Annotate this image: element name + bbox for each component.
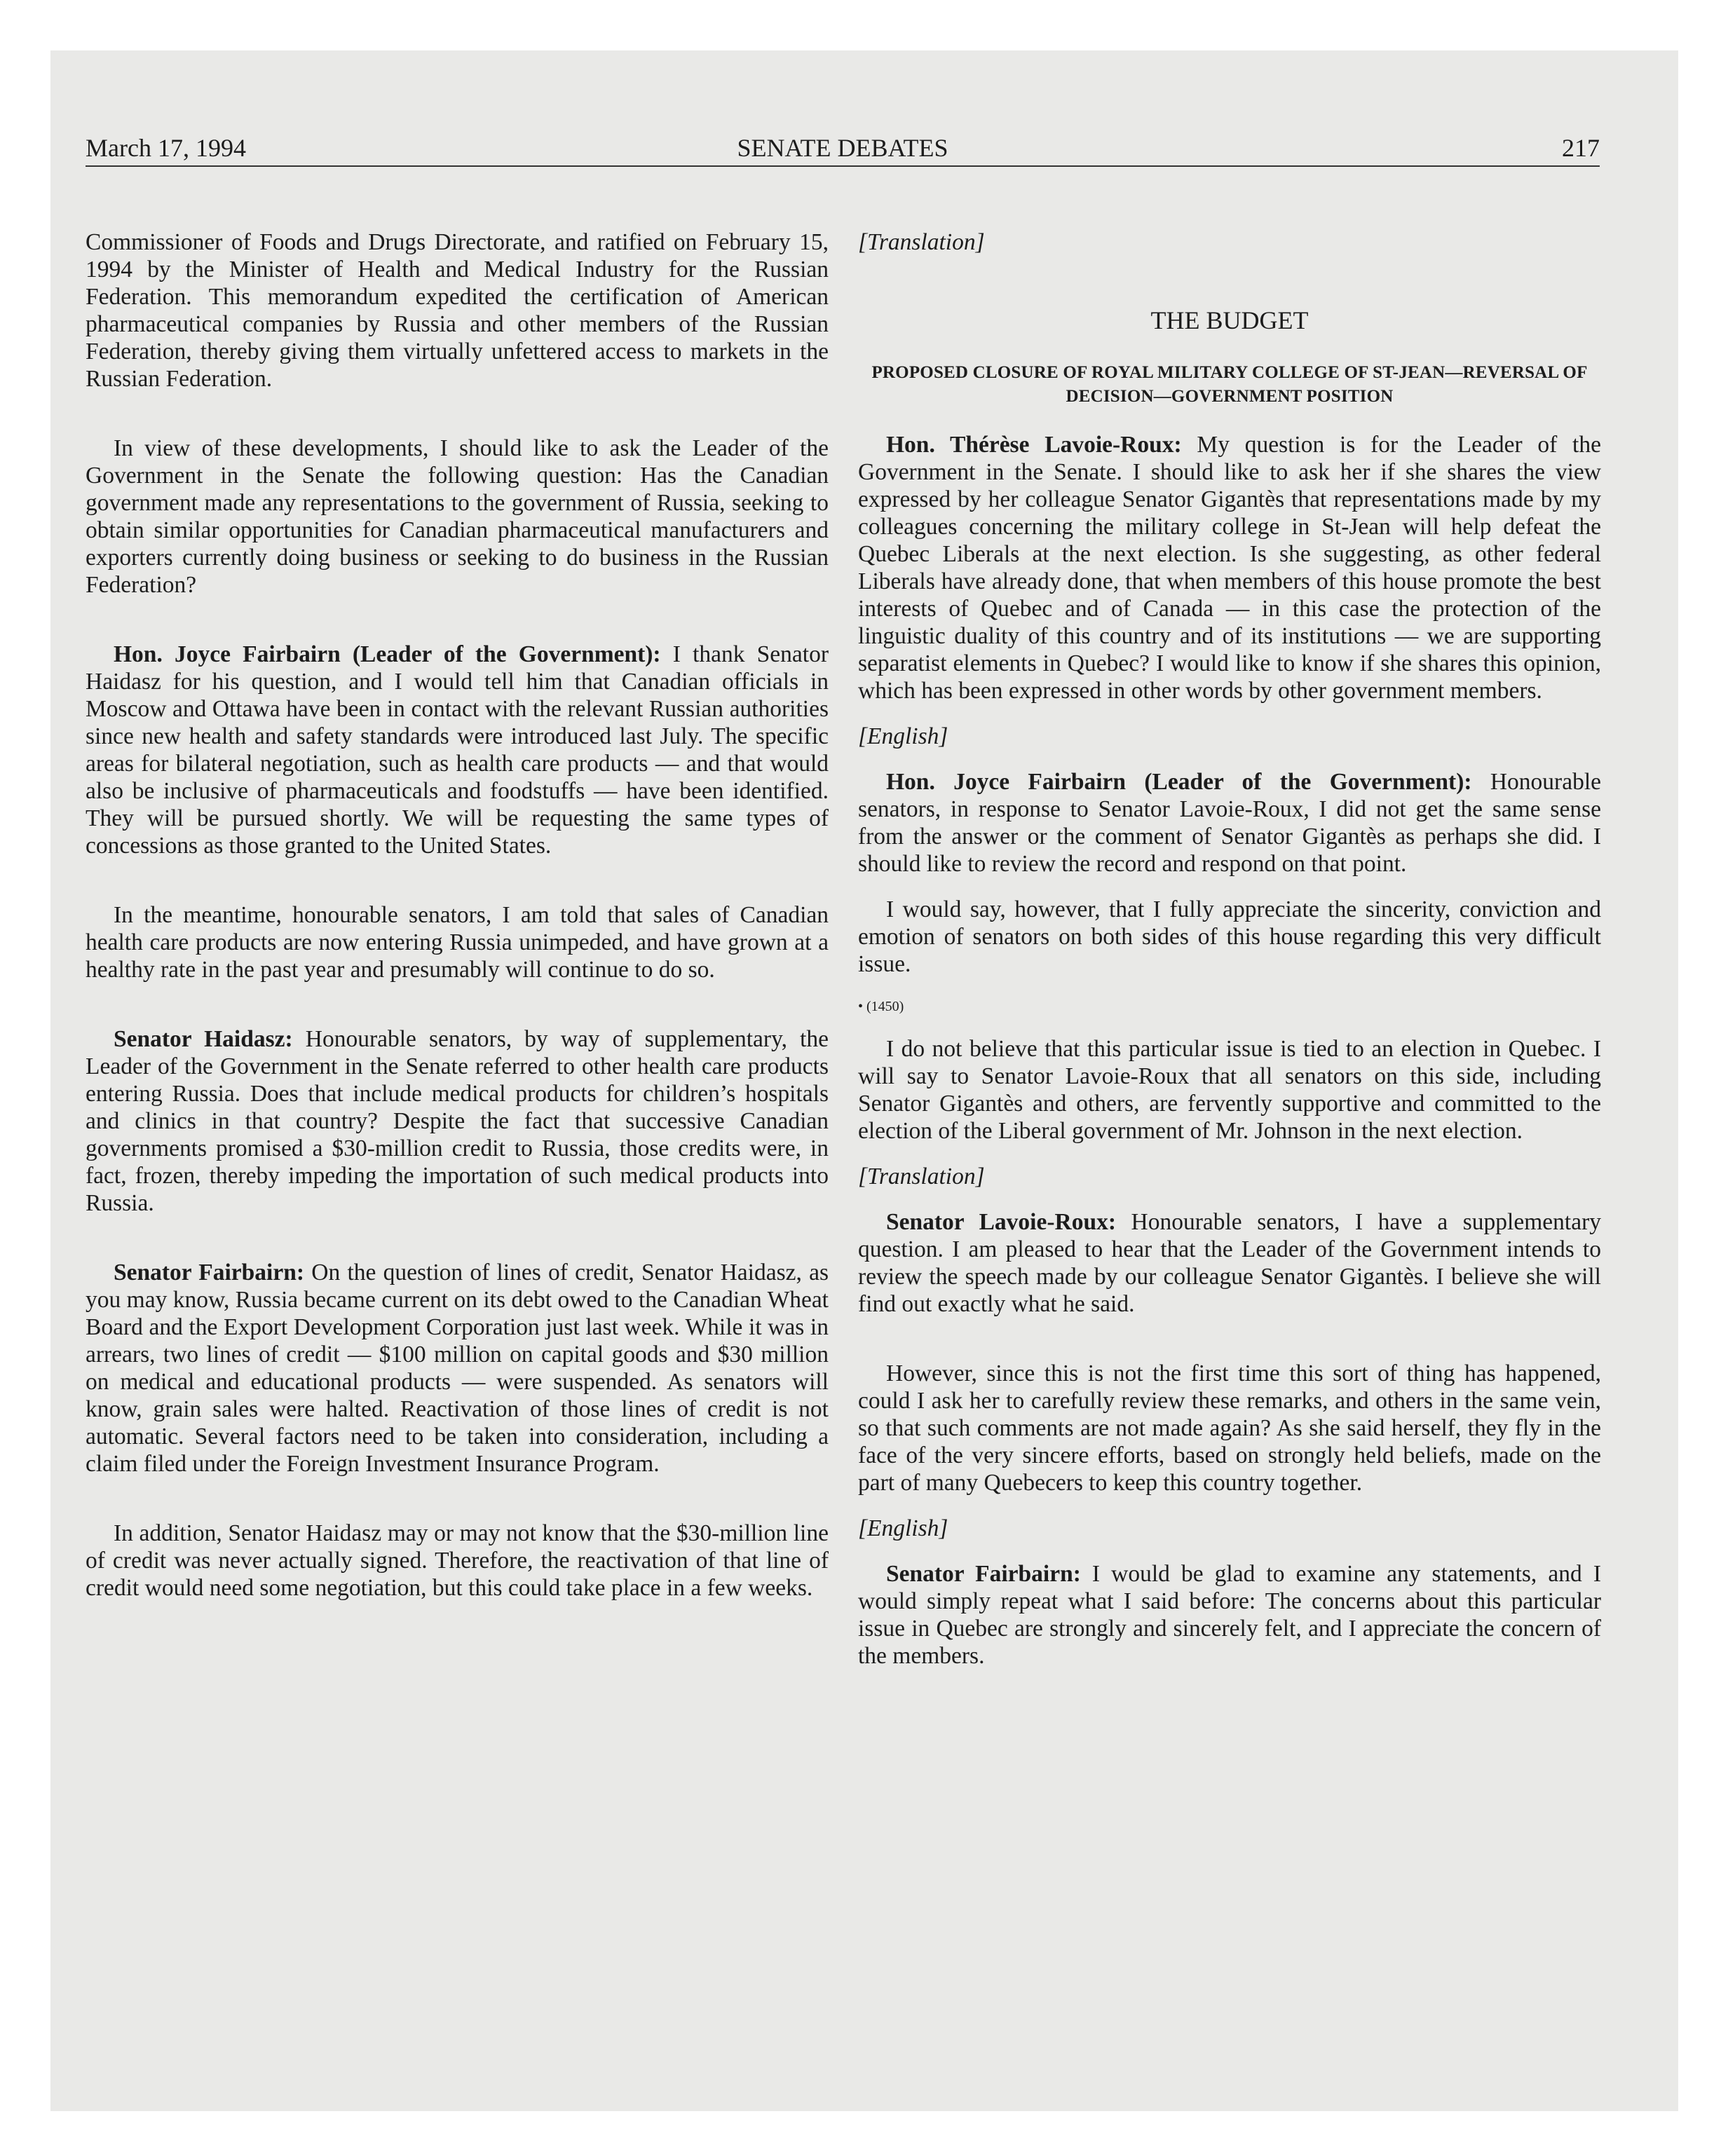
running-header: [86, 130, 1600, 165]
page-number: 217: [1562, 134, 1600, 162]
paragraph: However, since this is not the first time this sort of thing has happened, could I ask her to carefully review these remarks, and others in the same vein, so that such comments are not made again? As she said herself, they fly in the face of the very sincere efforts, based on strongly held beliefs, made on the part of many Quebecers to keep this country together.: [858, 1360, 1601, 1496]
paragraph: I would say, however, that I fully appreciate the sincerity, conviction and emotion of senators on both sides of this house regarding this very difficult issue.: [858, 896, 1601, 977]
header-title: SENATE DEBATES: [737, 134, 948, 162]
section-title: THE BUDGET: [1150, 306, 1309, 334]
language-marker: [Translation]: [858, 1164, 985, 1189]
speech-text: Honourable senators, I have a supplementary question. I am pleased to hear that the Leader of the Government intends to review the speech made by our colleague Senator Gigantès. I believe she will find out exactly what he said.: [858, 1209, 1601, 1317]
paragraph: In addition, Senator Haidasz may or may not know that the $30-million line of credit was never actually signed. Therefore, the reactivation of that line of credit would need some negotiation, but this could take place in a few weeks.: [86, 1520, 829, 1601]
paragraph: In view of these developments, I should like to ask the Leader of the Government in the Senate the following question: Has the Canadian government made any representations to the government of Russia, seeking to obtain similar opportunities for Canadian pharmaceutical manufacturers and exporters currently doing business or seeking to do business in the Russian Federation?: [86, 435, 829, 598]
time-marker: • (1450): [858, 999, 904, 1014]
speech-text: I thank Senator Haidasz for his question, and I would tell him that Canadian officials in Moscow and Ottawa have been in contact with the relevant Russian authorities since new health and safety standards were introduced last July. The specific areas for bilateral negotiation, such as health care products — and that would also be inclusive of pharmaceuticals and foodstuffs — have been identified. They will be pursued shortly. We will be requesting the same types of concessions as those granted to the United States.: [86, 641, 829, 859]
speaker-name: Senator Lavoie-Roux:: [886, 1209, 1116, 1235]
speaker-name: Hon. Joyce Fairbairn (Leader of the Government):: [886, 769, 1472, 795]
paragraph: Commissioner of Foods and Drugs Directorate, and ratified on February 15, 1994 by the Minister of Health and Medical Industry for the Russian Federation. This memorandum expedited the certification of American pharmaceutical companies by Russia and other members of the Russian Federation, thereby giving them virtually unfettered access to markets in the Russian Federation.: [86, 229, 829, 392]
header-rule: [86, 165, 1600, 167]
speech-text: I would be glad to examine any statements, and I would simply repeat what I said before: The concerns about this particular issue in Quebec are strongly and sincerely felt, and I appreciate the concern of the members.: [858, 1561, 1601, 1669]
speaker-name: Hon. Joyce Fairbairn (Leader of the Government):: [114, 641, 661, 667]
paragraph: I do not believe that this particular issue is tied to an election in Quebec. I will say to Senator Lavoie-Roux that all senators on this side, including Senator Gigantès and others, are fervently supportive and committed to the election of the Liberal government of Mr. Johnson in the next election.: [858, 1036, 1601, 1144]
speaker-name: Hon. Thérèse Lavoie-Roux:: [886, 432, 1182, 458]
header-date: March 17, 1994: [86, 134, 246, 162]
speech-text: My question is for the Leader of the Government in the Senate. I should like to ask her if she shares the view expressed by her colleague Senator Gigantès that representations made by my colleagues concerning the military college in St-Jean will help defeat the Quebec Liberals at the next election. Is she suggesting, as other federal Liberals have already done, that when members of this house promote the best interests of Quebec and of Canada — in this case the protection of the linguistic duality of this country and of its institutions — we are supporting separatist elements in Quebec? I would like to know if she shares this opinion, which has been expressed in other words by other government members.: [858, 432, 1601, 704]
left-column: [86, 228, 829, 1602]
speech-text: On the question of lines of credit, Senator Haidasz, as you may know, Russia became current on its debt owed to the Canadian Wheat Board and the Export Development Corporation just last week. While it was in arrears, two lines of credit — $100 million on capital goods and $30 million on medical and educational products — were suspended. As senators will know, grain sales were halted. Reactivation of those lines of credit is not automatic. Several factors need to be taken into consideration, including a claim filed under the Foreign Investment Insurance Program.: [86, 1260, 829, 1477]
paragraph: In the meantime, honourable senators, I am told that sales of Canadian health care products are now entering Russia unimpeded, and have grown at a healthy rate in the past year and presumably will continue to do so.: [86, 902, 829, 983]
section-subheading: PROPOSED CLOSURE OF ROYAL MILITARY COLLEGE OF ST-JEAN—REVERSAL OF DECISION—GOVERNMENT POSITION: [871, 363, 1588, 406]
speaker-paragraph: [86, 1025, 829, 1217]
speaker-paragraph: [858, 1560, 1601, 1670]
speech-text: Honourable senators, by way of supplementary, the Leader of the Government in the Senate referred to other health care products entering Russia. Does that include medical products for children’s hospitals and clinics in that country? Despite the fact that successive Canadian governments promised a $30-million credit to Russia, those credits were, in fact, frozen, thereby impeding the importation of such medical products into Russia.: [86, 1026, 829, 1216]
speaker-paragraph: [86, 1259, 829, 1478]
language-marker: [English]: [858, 1515, 948, 1541]
language-marker: [English]: [858, 723, 948, 749]
speaker-name: Senator Fairbairn:: [886, 1561, 1081, 1587]
speaker-name: Senator Haidasz:: [114, 1026, 293, 1052]
speaker-paragraph: [858, 768, 1601, 878]
speaker-paragraph: [858, 1208, 1601, 1318]
language-marker: [Translation]: [858, 229, 985, 255]
speech-text: Honourable senators, in response to Senator Lavoie-Roux, I did not get the same sense from the answer or the comment of Senator Gigantès as perhaps she did. I should like to review the record and respond on that point.: [858, 769, 1601, 877]
speaker-paragraph: [858, 431, 1601, 704]
speaker-name: Senator Fairbairn:: [114, 1260, 305, 1285]
right-column: [858, 228, 1601, 1670]
speaker-paragraph: [86, 641, 829, 859]
